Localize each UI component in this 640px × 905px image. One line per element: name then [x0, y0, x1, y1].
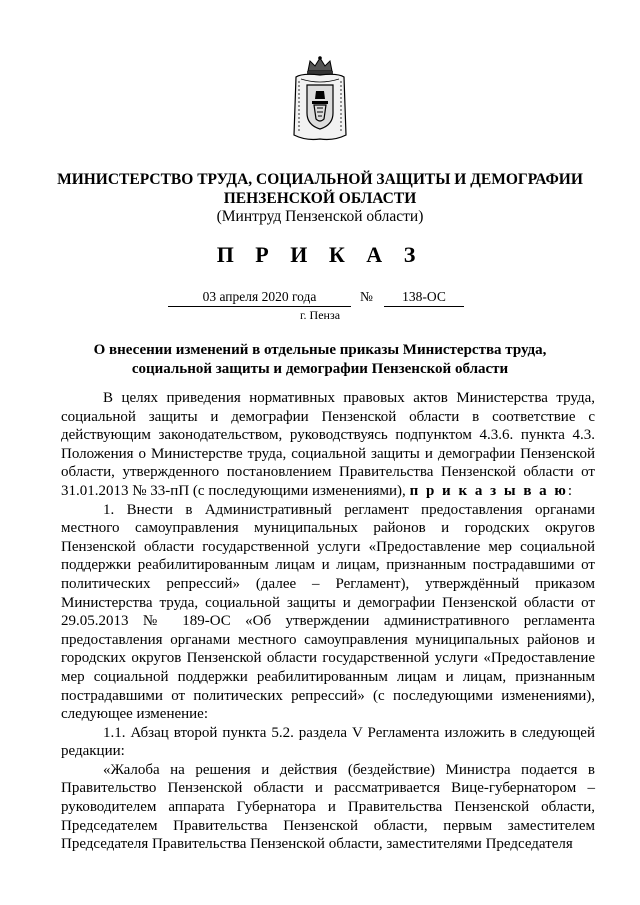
- date-number-line: [0, 288, 640, 308]
- number-sign: №: [360, 289, 373, 304]
- document-number: 138-ОС: [384, 288, 464, 307]
- paragraph-item-1-1: 1.1. Абзац второй пункта 5.2. раздела V Регламента изложить в следующей редакции:: [61, 724, 595, 760]
- paragraph-preamble: [61, 389, 595, 501]
- document-type-title: П Р И К А З: [216, 242, 424, 267]
- subject-line2: социальной защиты и демографии Пензенской области: [131, 361, 509, 377]
- paragraph-item-1: 1. Внести в Административный регламент предоставления органами местного самоуправления муниципальных районов и городских округов Пензенской области государственной услуги «Предоставление мер социальной поддержки реабилитированным лицам и лицам, признанным пострадавшими от политических репрессий» (далее – Регламент), утверждённый приказом Министерства труда, социальной защиты и демографии Пензенской области от 29.05.2013 № 189-ОС «Об утверждении административного регламента предоставления органами местного самоуправления муниципальных районов и городских округов Пензенской области государственной услуги «Предоставление мер социальной поддержки реабилитированным лицам и лицам, признанным пострадавшими от политических репрессий» (с последующими изменениями), следующее изменение:: [61, 501, 595, 723]
- order-keyword: п р и к а з ы в а ю: [409, 482, 568, 499]
- preamble-colon: :: [567, 482, 573, 499]
- document-body: [61, 389, 595, 854]
- document-city: г. Пенза: [299, 308, 341, 322]
- document-date: 03 апреля 2020 года: [168, 288, 351, 307]
- ministry-name-line1: МИНИСТЕРСТВО ТРУДА, СОЦИАЛЬНОЙ ЗАЩИТЫ И ДЕМОГРАФИИ: [57, 171, 583, 188]
- subject-line1: О внесении изменений в отдельные приказы Министерства труда,: [93, 342, 547, 358]
- preamble-text: В целях приведения нормативных правовых актов Министерства труда, социальной защиты и демографии Пензенской области в соответствие с действующим законодательством, руководствуясь подпунктом 4.3.6. пункта 4.3. Положения о Министерстве труда, социальной защиты и демографии Пензенской области, утвержденного постановлением Правительства Пензенской области от 31.01.2013 № 33-пП (с последующими изменениями),: [61, 390, 595, 499]
- ministry-name-line2: ПЕНЗЕНСКОЙ ОБЛАСТИ: [223, 190, 417, 207]
- coat-of-arms-icon: [292, 55, 348, 141]
- paragraph-quote: «Жалоба на решения и действия (бездействие) Министра подается в Правительство Пензенской области и рассматривается Вице-губернатором – руководителем аппарата Губернатора и Правительства Пензенской области, Председателем Правительства Пензенской области, первым заместителем Председателя Правительства Пензенской области, заместителями Председателя: [61, 761, 595, 853]
- ministry-short-name: (Минтруд Пензенской области): [216, 208, 424, 225]
